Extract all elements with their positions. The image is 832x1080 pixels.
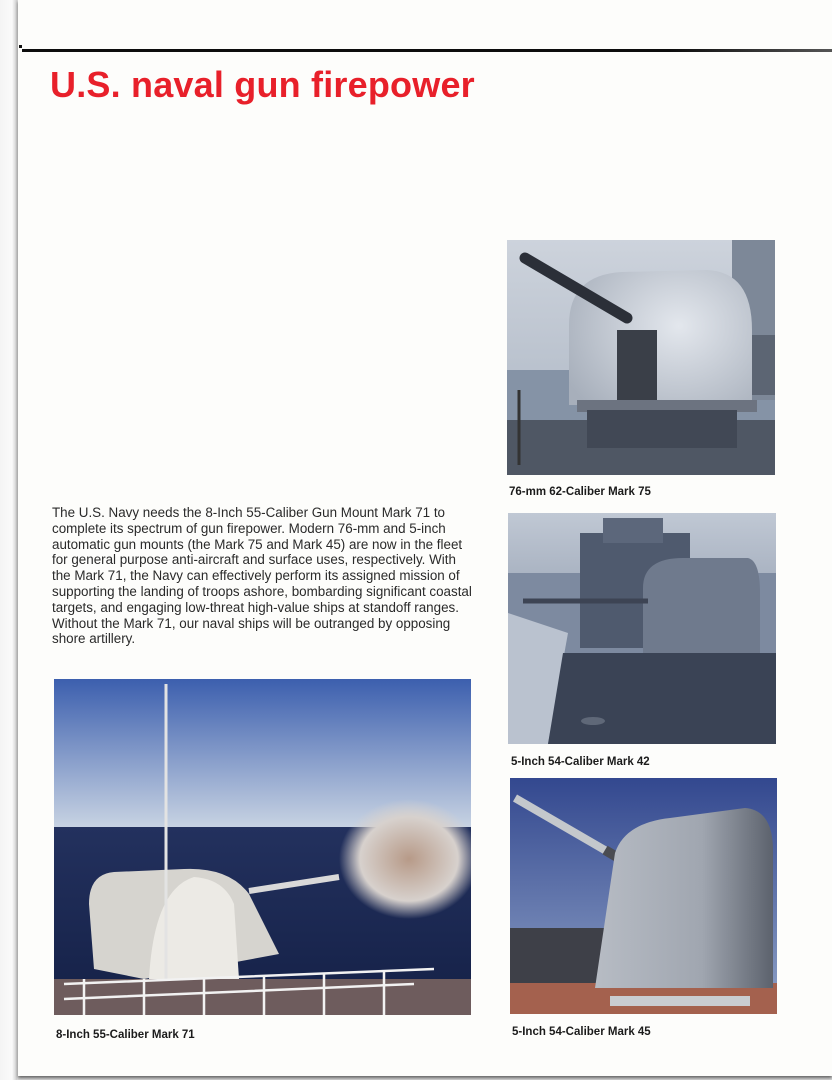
caption-mark-42: 5-Inch 54-Caliber Mark 42 bbox=[511, 756, 650, 768]
caption-mark-75: 76-mm 62-Caliber Mark 75 bbox=[509, 486, 651, 498]
page-title: U.S. naval gun firepower bbox=[50, 64, 475, 105]
photo-mark-71 bbox=[54, 679, 471, 1015]
mark-75-gun-photo bbox=[507, 240, 775, 475]
mark-42-gun-photo bbox=[508, 513, 776, 744]
mark-71-gun-firing-photo bbox=[54, 679, 471, 1015]
photo-mark-45 bbox=[510, 778, 777, 1014]
photo-mark-75 bbox=[507, 240, 775, 475]
registration-mark bbox=[19, 45, 22, 48]
page-binding-edge bbox=[0, 0, 18, 1080]
header-rule bbox=[22, 49, 832, 52]
caption-mark-71: 8-Inch 55-Caliber Mark 71 bbox=[56, 1029, 195, 1041]
caption-mark-45: 5-Inch 54-Caliber Mark 45 bbox=[512, 1026, 651, 1038]
mark-45-gun-photo bbox=[510, 778, 777, 1014]
body-paragraph: The U.S. Navy needs the 8-Inch 55-Caliber Gun Mount Mark 71 to complete its spectrum of gun firepower. Modern 76-mm and 5-inch automatic gun mounts (the Mark 75 and Mark 45) are now in the fleet for general purpose anti-aircraft and surface uses, respectively. With the Mark 71, the Navy can effectively perform its assigned mission of supporting the landing of troops ashore, bombarding significant coastal targets, and engaging low-threat high-value ships at standoff ranges. Without the Mark 71, our naval ships will be outranged by opposing shore artillery. bbox=[52, 505, 472, 647]
photo-mark-42 bbox=[508, 513, 776, 744]
